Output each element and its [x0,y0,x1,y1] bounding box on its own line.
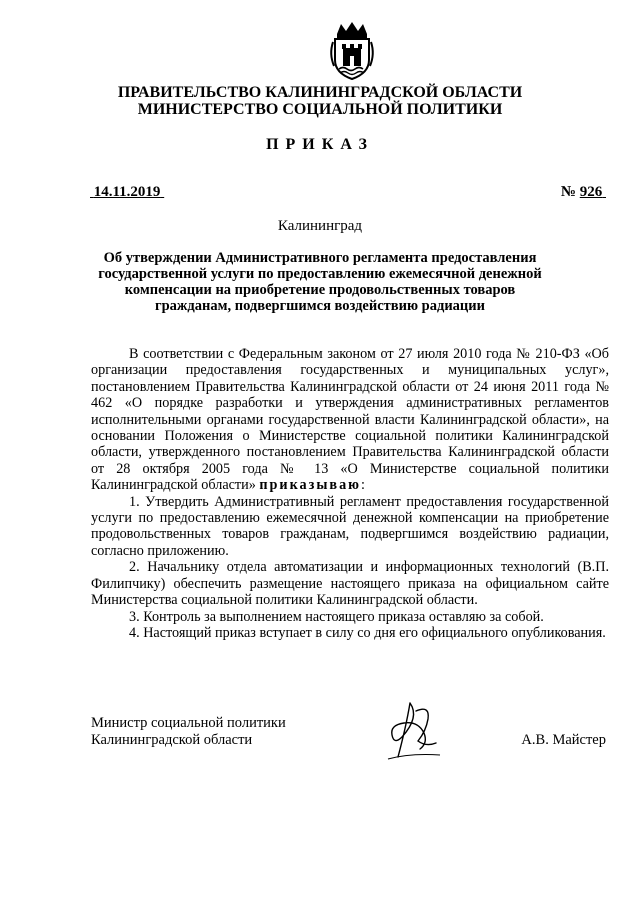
signatory-name: А.В. Майстер [521,732,606,748]
city: Калининград [277,218,363,234]
item-2: 2. Начальнику отдела автоматизации и информационных технологий (В.П. Филипчику) обеспечить размещение настоящего приказа на официальном сайте Министерства социальной политики Калининградской области. [91,559,609,609]
item-3: 3. Контроль за выполнением настоящего приказа оставляю за собой. [129,608,544,625]
document-body [91,346,609,641]
position-line-2: Калининградской области [91,732,253,748]
position-line-1: Министр социальной политики [91,715,286,731]
order-colon: : [361,477,365,494]
preamble-text: В соответствии с Федеральным законом от 27 июля 2010 года № 210-ФЗ «Об организации предоставления государственных и муниципальных услуг», постановлением Правительства Калининградской области от 24 июня 2011 года № 462 «О порядке разработки и утверждения административных регламентов исполнительными органами государственной власти Калининградской области», на основании Положения о Министерстве социальной политики Калининградской области, утвержденного постановлением Правительства Калининградской области от 28 октября 2005 года № 13 «О Министерстве социальной политики Калининградской области» [91,346,609,494]
signatory-position [91,715,286,749]
coat-of-arms-icon [327,20,377,82]
item-4: 4. Настоящий приказ вступает в силу со дня его официального опубликования. [129,624,606,641]
preamble-paragraph [91,346,609,494]
handwritten-signature-icon [380,697,450,765]
number-prefix: № [560,184,576,200]
document-date [90,184,164,201]
document-title: Об утверждении Административного регламента предоставления государственной услуги по предоставлению ежемесячной денежной компенсации на приобретение продовольственных товаров гражданам, подвергшимся воздействию радиации [98,250,542,314]
document-number [561,184,606,201]
date-value: 14.11.2019 [93,184,161,200]
document-type: ПРИКАЗ [266,136,374,153]
item-1: 1. Утвердить Административный регламент предоставления государственной услуги по предоставлению ежемесячной денежной компенсации на приобретение продовольственных товаров гражданам, подвергшимся воздействию радиации, согласно приложению. [91,493,609,559]
ministry-name: МИНИСТЕРСТВО СОЦИАЛЬНОЙ ПОЛИТИКИ [137,101,503,118]
number-value: 926 [579,184,603,200]
organization-name: ПРАВИТЕЛЬСТВО КАЛИНИНГРАДСКОЙ ОБЛАСТИ [117,84,523,101]
order-word: приказываю [259,477,362,494]
